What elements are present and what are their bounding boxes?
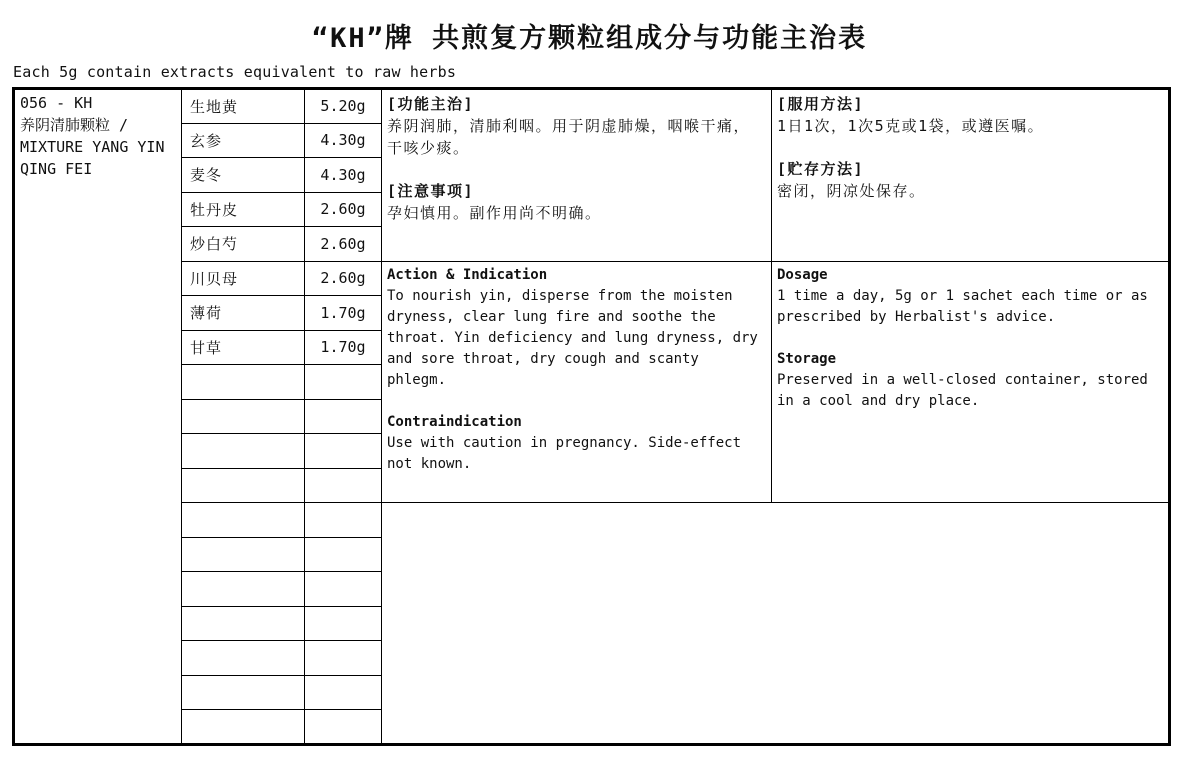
herb-weight-cell: 2.60g <box>305 261 382 296</box>
function-indication-cn-cell <box>382 89 772 262</box>
storage-header-en: Storage <box>777 350 837 367</box>
herb-name-cell: 麦冬 <box>182 158 305 193</box>
empty-herb-name-cell <box>182 675 305 710</box>
page-title: “KH”牌 共煎复方颗粒组成分与功能主治表 <box>311 23 868 54</box>
composition-table <box>12 87 1171 746</box>
table-row <box>14 503 1170 538</box>
empty-herb-name-cell <box>182 572 305 607</box>
empty-herb-name-cell <box>182 365 305 400</box>
empty-herb-weight-cell <box>305 537 382 572</box>
herb-name-cell: 牡丹皮 <box>182 192 305 227</box>
empty-herb-weight-cell <box>305 434 382 469</box>
empty-herb-name-cell <box>182 434 305 469</box>
empty-herb-weight-cell <box>305 365 382 400</box>
empty-herb-weight-cell <box>305 503 382 538</box>
contraindication-header-en: Contraindication <box>387 413 522 430</box>
herb-name-cell: 薄荷 <box>182 296 305 331</box>
herb-name-cell: 川贝母 <box>182 261 305 296</box>
empty-herb-weight-cell <box>305 675 382 710</box>
empty-herb-name-cell <box>182 399 305 434</box>
empty-herb-weight-cell <box>305 710 382 745</box>
herb-name-cell: 玄参 <box>182 123 305 158</box>
herb-name-cell: 生地黄 <box>182 89 305 124</box>
product-name-en-line1: MIXTURE YANG YIN <box>20 138 165 156</box>
storage-body-cn: 密闭，阴凉处保存。 <box>777 182 926 200</box>
empty-herb-name-cell <box>182 503 305 538</box>
storage-body-en: Preserved in a well-closed container, stored in a cool and dry place. <box>777 371 1148 409</box>
herb-weight-cell: 1.70g <box>305 330 382 365</box>
empty-herb-name-cell <box>182 641 305 676</box>
function-header-cn: [功能主治] <box>387 95 475 113</box>
action-body-en: To nourish yin, disperse from the moisten dryness, clear lung fire and soothe the throat. Yin deficiency and lung dryness, dry and sore throat, dry cough and scanty phlegm. <box>387 287 758 388</box>
empty-herb-name-cell <box>182 710 305 745</box>
action-indication-en-cell <box>382 261 772 503</box>
herb-weight-cell: 2.60g <box>305 192 382 227</box>
empty-herb-name-cell <box>182 606 305 641</box>
dosage-body-cn: 1日1次，1次5克或1袋，或遵医嘱。 <box>777 117 1045 135</box>
empty-notes-cell <box>382 503 1170 745</box>
herb-weight-cell: 2.60g <box>305 227 382 262</box>
empty-herb-weight-cell <box>305 468 382 503</box>
dosage-storage-en-cell <box>772 261 1170 503</box>
empty-herb-name-cell <box>182 468 305 503</box>
dosage-header-cn: [服用方法] <box>777 95 865 113</box>
function-body-cn: 养阴润肺，清肺利咽。用于阴虚肺燥，咽喉干痛，干咳少痰。 <box>387 117 751 157</box>
herb-weight-cell: 1.70g <box>305 296 382 331</box>
storage-header-cn: [贮存方法] <box>777 160 865 178</box>
table-row <box>14 261 1170 296</box>
empty-herb-weight-cell <box>305 399 382 434</box>
herb-name-cell: 甘草 <box>182 330 305 365</box>
herb-weight-cell: 4.30g <box>305 158 382 193</box>
dosage-header-en: Dosage <box>777 266 828 283</box>
action-header-en: Action & Indication <box>387 266 548 283</box>
product-code: 056 - KH <box>20 94 93 112</box>
product-info-cell <box>14 89 182 745</box>
herb-weight-cell: 4.30g <box>305 123 382 158</box>
equivalence-note: Each 5g contain extracts equivalent to raw herbs <box>13 63 457 81</box>
empty-herb-weight-cell <box>305 606 382 641</box>
caution-body-cn: 孕妇慎用。副作用尚不明确。 <box>387 204 602 222</box>
dosage-body-en: 1 time a day, 5g or 1 sachet each time or as prescribed by Herbalist's advice. <box>777 287 1148 325</box>
empty-herb-weight-cell <box>305 641 382 676</box>
empty-herb-weight-cell <box>305 572 382 607</box>
dosage-storage-cn-cell <box>772 89 1170 262</box>
table-row <box>14 89 1170 124</box>
product-name-cn: 养阴清肺颗粒 / <box>20 116 129 134</box>
caution-header-cn: [注意事项] <box>387 182 475 200</box>
herb-name-cell: 炒白芍 <box>182 227 305 262</box>
product-name-en-line2: QING FEI <box>20 160 93 178</box>
empty-herb-name-cell <box>182 537 305 572</box>
herb-weight-cell: 5.20g <box>305 89 382 124</box>
contraindication-body-en: Use with caution in pregnancy. Side-effect not known. <box>387 434 742 472</box>
